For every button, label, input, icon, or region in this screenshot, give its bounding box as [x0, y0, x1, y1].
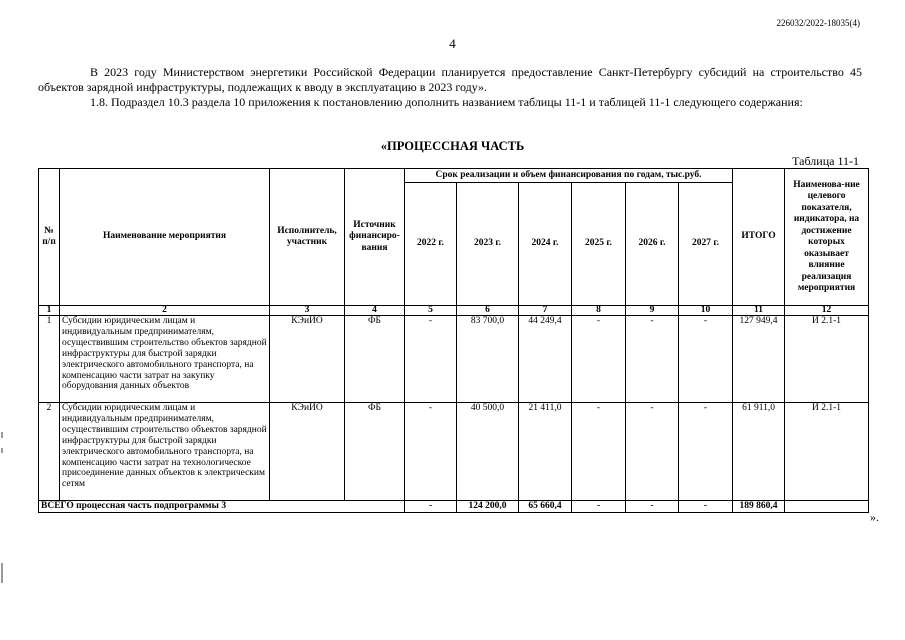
total-year-value: -	[679, 501, 733, 513]
column-number: 2	[60, 306, 270, 316]
row-num: 1	[39, 316, 60, 403]
total-sum: 189 860,4	[733, 501, 785, 513]
row-executor: КЭиИО	[270, 403, 345, 501]
row-year-value: -	[679, 316, 733, 403]
header-year: 2026 г.	[626, 183, 679, 306]
table-row	[39, 316, 869, 403]
page-number: 4	[449, 36, 456, 51]
paragraph-1: В 2023 году Министерством энергетики Российской Федерации планируется предоставление Санкт-Петербургу субсидий на строительство 45 объектов зарядной инфраструктуры, подлежащих к вводу в эксплуатацию в 2023 году».	[38, 65, 862, 94]
header-total: ИТОГО	[733, 169, 785, 306]
row-total: 127 949,4	[733, 316, 785, 403]
row-executor: КЭиИО	[270, 316, 345, 403]
column-number: 3	[270, 306, 345, 316]
scan-margin-mark	[1, 432, 3, 438]
total-year-value: -	[405, 501, 457, 513]
row-year-value: -	[679, 403, 733, 501]
scan-margin-mark	[1, 563, 3, 583]
row-year-value: 44 249,4	[519, 316, 572, 403]
column-number: 5	[405, 306, 457, 316]
column-number: 12	[785, 306, 869, 316]
header-executor: Исполнитель, участник	[270, 169, 345, 306]
column-number: 4	[345, 306, 405, 316]
total-year-value: 124 200,0	[457, 501, 519, 513]
header-indicator: Наименова-ние целевого показателя, индикатора, на достижение которых оказывает влияние реализация мероприятия	[785, 169, 869, 306]
table-row	[39, 403, 869, 501]
header-year: 2024 г.	[519, 183, 572, 306]
total-year-value: -	[572, 501, 626, 513]
row-indicator: И 2.1-1	[785, 316, 869, 403]
column-number: 7	[519, 306, 572, 316]
header-num: № п/п	[39, 169, 60, 306]
row-year-value: 83 700,0	[457, 316, 519, 403]
table-label: Таблица 11-1	[792, 154, 859, 168]
header-year: 2025 г.	[572, 183, 626, 306]
header-source: Источник финансиро-вания	[345, 169, 405, 306]
header-year: 2027 г.	[679, 183, 733, 306]
column-number: 6	[457, 306, 519, 316]
row-year-value: -	[405, 316, 457, 403]
total-year-value: -	[626, 501, 679, 513]
total-year-value: 65 660,4	[519, 501, 572, 513]
section-title: «ПРОЦЕССНАЯ ЧАСТЬ	[380, 139, 525, 153]
total-row	[39, 501, 869, 513]
total-label: ВСЕГО процессная часть подпрограммы 3	[39, 501, 405, 513]
row-year-value: -	[626, 316, 679, 403]
row-num: 2	[39, 403, 60, 501]
row-source: ФБ	[345, 316, 405, 403]
row-year-value: -	[405, 403, 457, 501]
column-number: 11	[733, 306, 785, 316]
scan-margin-mark	[1, 448, 3, 453]
row-year-value: 40 500,0	[457, 403, 519, 501]
total-indicator	[785, 501, 869, 513]
row-total: 61 911,0	[733, 403, 785, 501]
financing-table	[38, 168, 869, 513]
row-year-value: -	[626, 403, 679, 501]
column-number: 8	[572, 306, 626, 316]
header-year: 2023 г.	[457, 183, 519, 306]
header-row-1	[39, 169, 869, 183]
column-number-row	[39, 306, 869, 316]
row-name: Субсидии юридическим лицам и индивидуальным предпринимателям, осуществившим строительство объектов зарядной инфраструктуры для быстрой зарядки электрического автомобильного транспорта, на компенсацию части затрат на закупку оборудования данных объектов	[60, 316, 270, 403]
row-source: ФБ	[345, 403, 405, 501]
column-number: 10	[679, 306, 733, 316]
document-id: 226032/2022-18035(4)	[776, 18, 860, 28]
row-year-value: -	[572, 316, 626, 403]
column-number: 1	[39, 306, 60, 316]
header-period-group: Срок реализации и объем финансирования по годам, тыс.руб.	[405, 169, 733, 183]
row-year-value: 21 411,0	[519, 403, 572, 501]
row-name: Субсидии юридическим лицам и индивидуальным предпринимателям, осуществившим строительство объектов зарядной инфраструктуры для быстрой зарядки электрического автомобильного транспорта, на компенсацию части затрат на технологическое присоединение данных объектов к электрическим сетям	[60, 403, 270, 501]
column-number: 9	[626, 306, 679, 316]
header-year: 2022 г.	[405, 183, 457, 306]
row-indicator: И 2.1-1	[785, 403, 869, 501]
header-name: Наименование мероприятия	[60, 169, 270, 306]
row-year-value: -	[572, 403, 626, 501]
paragraph-2: 1.8. Подраздел 10.3 раздела 10 приложения к постановлению дополнить названием таблицы 11-1 и таблицей 11-1 следующего содержания:	[90, 95, 803, 109]
closing-mark: ».	[870, 510, 879, 524]
